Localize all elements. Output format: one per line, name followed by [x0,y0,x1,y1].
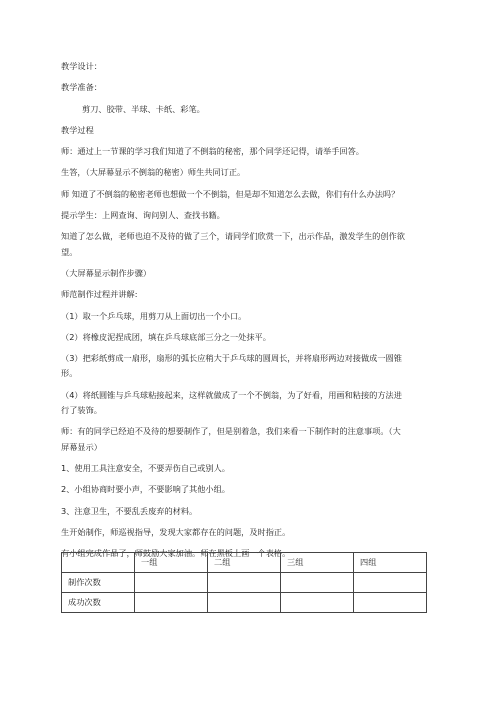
table-cell [135,593,208,613]
table-header-row [62,553,427,573]
table-header-cell: 三组 [281,553,354,573]
document-body [61,60,441,568]
table-cell [354,593,427,613]
table-cell [208,573,281,593]
paragraph: 有小组完成作品了，师鼓励大家加油。师在黑板上画一个表格。 [61,548,291,559]
section-heading-process: 教学过程 [61,124,94,135]
results-table [61,552,427,613]
paragraph: 知道了怎么做，老师也迫不及待的做了三个，请同学们欣赏一下，出示作品，激发学生的创作欲 [61,231,405,242]
table-cell [135,573,208,593]
section-heading-prep: 教学准备： [61,82,102,93]
table-row-label: 制作次数 [62,573,135,593]
step-item: （4）将纸圆锥与乒乓球粘接起来，这样就做成了一个不倒翁，为了好看，用画和粘接的方法进 [61,389,402,400]
rule-item: 3、注意卫生，不要乱丢废弃的材料。 [61,505,198,516]
step-item: （2）将橡皮泥捏成团，填在乒乓球底部三分之一处抹平。 [61,331,271,342]
paragraph: 师 知道了不倒翁的秘密老师也想做一个不倒翁，但是却不知道怎么去做，你们有什么办法吗？ [61,188,400,199]
rule-item: 2、小组协商时要小声，不要影响了其他小组。 [61,484,230,495]
paragraph: 提示学生：上网查询、询问别人、查找书籍。 [61,210,225,221]
paragraph: （大屏幕显示制作步骤） [61,267,152,278]
table-cell [208,593,281,613]
paragraph-continuation: 望。 [61,246,78,257]
paragraph: 师范制作过程并讲解: [61,289,138,300]
table-header-cell [62,553,135,573]
paragraph: 师：通过上一节课的学习我们知道了不倒翁的秘密，那个同学还记得，请举手回答。 [61,146,364,157]
step-item-continuation: 行了装饰。 [61,405,102,416]
paragraph-continuation: 屏幕显示） [61,441,102,452]
paragraph: 生开始制作，师巡视指导，发现大家都存在的问题，及时指正。 [61,526,291,537]
step-item: （3）把彩纸剪成一扇形，扇形的弧长应稍大于乒乓球的圆周长，并将扇形两边对接做成一圆锥 [61,353,402,364]
table-row [62,573,427,593]
table-row-label: 成功次数 [62,593,135,613]
step-item: （1）取一个乒乓球，用剪刀从上面切出一个小口。 [61,310,247,321]
step-item-continuation: 形。 [61,368,78,379]
paragraph: 生答，（大屏幕显示不倒翁的秘密）师生共同订正。 [61,167,246,178]
rule-item: 1、使用工具注意安全，不要弄伤自己或别人。 [61,462,230,473]
table-cell [281,593,354,613]
materials-list: 剪刀、胶带、半球、卡纸、彩笔。 [82,103,205,114]
section-heading-design: 教学设计： [61,61,102,71]
table-cell [281,573,354,593]
table-cell [354,573,427,593]
table-header-cell: 一组 [135,553,208,573]
table-row [62,593,427,613]
table-header-cell: 二组 [208,553,281,573]
paragraph: 师：有的同学已经迫不及待的想要制作了，但是别着急，我们来看一下制作时的注意事项。（大 [61,426,401,437]
table-header-cell: 四组 [354,553,427,573]
